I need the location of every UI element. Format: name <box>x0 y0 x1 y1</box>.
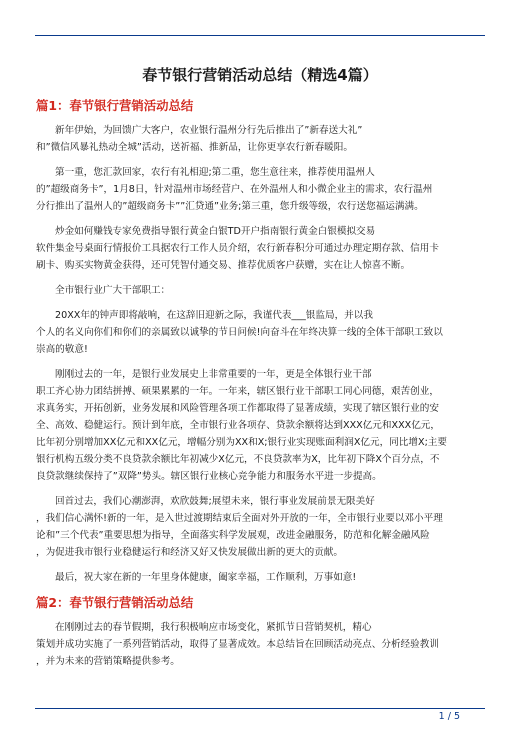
top-rule <box>35 35 485 36</box>
paragraph <box>36 223 484 274</box>
paragraph-line: 比年初分别增加XX亿元和XX亿元，增幅分别为XX和X;银行业实现账面利润X亿元，同比增X;主要 <box>36 437 447 448</box>
paragraph <box>36 493 484 561</box>
section-2-heading: 篇2：春节银行营销活动总结 <box>36 595 194 610</box>
paragraph-line: 20XX年的钟声即将敲响，在这辞旧迎新之际，我谨代表___银监局，并以我 <box>55 310 373 321</box>
paragraph-line: 炒金如何赚钱专家免费指导银行黄金白银TD开户指南银行黄金白银模拟交易 <box>55 226 376 237</box>
paragraph-line: 的”超级商务卡”，1月8日，针对温州市场经营户、在外温州人和小微企业主的需求，农行温州 <box>36 184 433 195</box>
section-1-body <box>36 122 484 586</box>
section-2-body <box>36 619 484 670</box>
paragraph-line: 刚刚过去的一年，是银行业发展史上非常重要的一年，更是全体银行业干部 <box>55 369 372 380</box>
paragraph-line: 回首过去，我们心潮澎湃，欢欣鼓舞;展望未来，银行事业发展前景无限美好 <box>55 496 375 507</box>
paragraph-line: 全市银行业广大干部职工： <box>55 285 171 296</box>
section-1-heading: 篇1：春节银行营销活动总结 <box>36 98 194 113</box>
paragraph <box>36 164 484 215</box>
paragraph <box>36 122 484 156</box>
paragraph-line: 刷卡、购买实物黄金获得，还可凭智付通交易、推荐优质客户获赠，实在让人惊喜不断。 <box>36 260 411 271</box>
document-title: 春节银行营销活动总结（精选4篇） <box>142 66 378 84</box>
paragraph-line: 全、高效、稳健运行。预计到年底，全市银行业各项存、贷款余额将达到XXX亿元和XXX亿元， <box>36 420 440 431</box>
bottom-rule <box>35 708 485 709</box>
paragraph-line: ，为促进我市银行业稳健运行和经济又好又快发展做出新的更大的贡献。 <box>36 547 343 558</box>
paragraph <box>36 619 484 670</box>
paragraph-line: 论和”三个代表”重要思想为指导，全面落实科学发展观，改进金融服务，防范和化解金融风险 <box>36 530 430 541</box>
paragraph-line: 职工齐心协力团结拼搏、硕果累累的一年。一年来，辖区银行业干部职工同心同德，艰苦创业， <box>36 386 439 397</box>
paragraph-line: 分行推出了温州人的”超级商务卡””汇贷通”业务;第三重，您升级等级，农行送您福运满满。 <box>36 201 424 212</box>
paragraph-line: 第一重，您汇款回家，农行有礼相迎;第二重，您生意往来，推荐使用温州人 <box>55 167 375 178</box>
paragraph-line: 银行机构五级分类不良贷款余额比年初减少X亿元，不良贷款率为X，比年初下降X个百分点，不 <box>36 454 440 465</box>
paragraph-line: 崇高的敬意! <box>36 344 88 355</box>
paragraph-line: 个人的名义向你们和你们的亲属致以诚挚的节日问候!向奋斗在年终决算一线的全体干部职工致以 <box>36 327 443 338</box>
paragraph-line: 求真务实，开拓创新，业务发展和风险管理各项工作都取得了显著成绩，实现了辖区银行业的安 <box>36 403 439 414</box>
paragraph-line: 新年伊始，为回馈广大客户，农业银行温州分行先后推出了”新春送大礼” <box>55 125 363 136</box>
paragraph-line: 最后，祝大家在新的一年里身体健康，阖家幸福，工作顺利，万事如意! <box>55 572 357 583</box>
document-body <box>36 97 484 678</box>
paragraph <box>36 282 484 299</box>
paragraph-line: 策划并成功实施了一系列营销活动，取得了显著成效。本总结旨在回顾活动亮点、分析经验教训 <box>36 639 439 650</box>
paragraph-line: 良贷款继续保持了”双降”势头。辖区银行业核心竞争能力和服务水平进一步提高。 <box>36 471 382 482</box>
paragraph-line: 和”微信风暴礼热动全城”活动，送祈福、推新品，让你更享农行新春暖阳。 <box>36 142 353 153</box>
paragraph <box>36 307 484 358</box>
page-indicator: 1 / 5 <box>438 711 460 722</box>
paragraph-line: ，并为未来的营销策略提供参考。 <box>36 656 180 667</box>
paragraph <box>36 569 484 586</box>
paragraph-line: 在刚刚过去的春节假期，我行积极响应市场变化，紧抓节日营销契机，精心 <box>55 622 372 633</box>
paragraph <box>36 366 484 485</box>
paragraph-line: ，我们信心满怀!新的一年，是入世过渡期结束后全面对外开放的一年，全市银行业要以邓小平理 <box>36 513 443 524</box>
paragraph-line: 软件集金号桌面行情报价工具据农行工作人员介绍，农行新春积分可通过办理定期存款、信用卡 <box>36 243 439 254</box>
